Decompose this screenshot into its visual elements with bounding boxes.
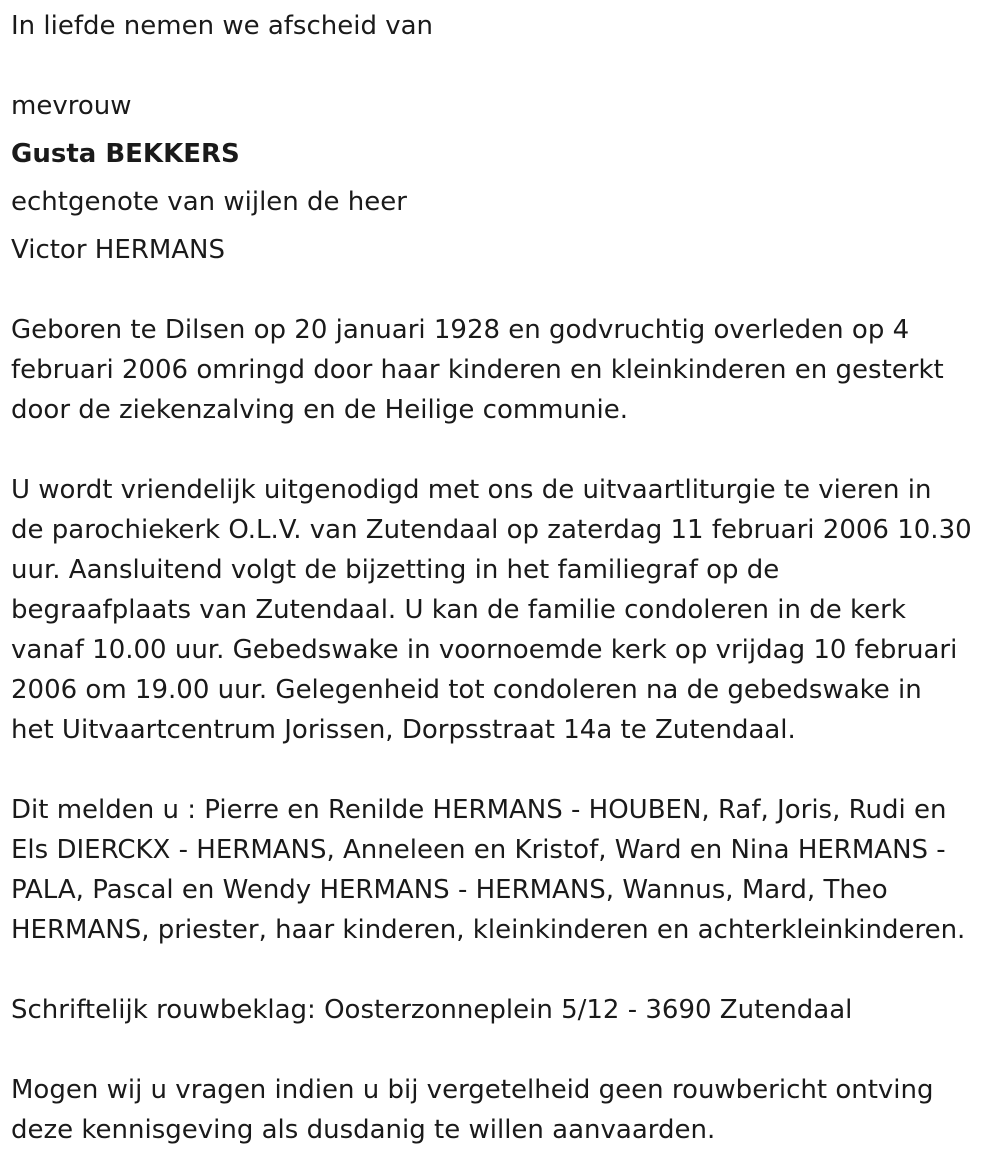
- closing-paragraph: [11, 1070, 996, 1150]
- paragraph-line: deze kennisgeving als dusdanig te willen aanvaarden.: [11, 1115, 716, 1145]
- paragraph-line: februari 2006 omringd door haar kinderen en kleinkinderen en gesterkt: [11, 355, 944, 385]
- paragraph-line: vanaf 10.00 uur. Gebedswake in voornoemde kerk op vrijdag 10 februari: [11, 635, 958, 665]
- paragraph-line: het Uitvaartcentrum Jorissen, Dorpsstraat 14a te Zutendaal.: [11, 715, 796, 745]
- spacer: [11, 1030, 996, 1070]
- paragraph-line: begraafplaats van Zutendaal. U kan de familie condoleren in de kerk: [11, 595, 906, 625]
- birth-death-paragraph: [11, 310, 996, 430]
- paragraph-line: Mogen wij u vragen indien u bij vergetelheid geen rouwbericht ontving: [11, 1075, 934, 1105]
- spacer: [11, 950, 996, 990]
- paragraph-line: Dit melden u : Pierre en Renilde HERMANS - HOUBEN, Raf, Joris, Rudi en: [11, 795, 947, 825]
- funeral-paragraph: [11, 470, 996, 750]
- paragraph-line: de parochiekerk O.L.V. van Zutendaal op zaterdag 11 februari 2006 10.30: [11, 515, 972, 545]
- spouse-name: Victor HERMANS: [11, 235, 226, 265]
- spacer: [11, 750, 996, 790]
- spacer: [11, 270, 996, 310]
- paragraph-line: PALA, Pascal en Wendy HERMANS - HERMANS, Wannus, Mard, Theo: [11, 875, 888, 905]
- paragraph-line: 2006 om 19.00 uur. Gelegenheid tot condoleren na de gebedswake in: [11, 675, 922, 705]
- spacer: [11, 46, 996, 86]
- intro-line: In liefde nemen we afscheid van: [11, 11, 434, 41]
- deceased-name: Gusta BEKKERS: [11, 139, 240, 169]
- paragraph-line: door de ziekenzalving en de Heilige communie.: [11, 395, 628, 425]
- paragraph-line: HERMANS, priester, haar kinderen, kleinkinderen en achterkleinkinderen.: [11, 915, 966, 945]
- relation-line: echtgenote van wijlen de heer: [11, 187, 407, 217]
- paragraph-line: Geboren te Dilsen op 20 januari 1928 en godvruchtig overleden op 4: [11, 315, 910, 345]
- title-prefix: mevrouw: [11, 91, 132, 121]
- family-paragraph: [11, 790, 996, 950]
- paragraph-line: U wordt vriendelijk uitgenodigd met ons de uitvaartliturgie te vieren in: [11, 475, 932, 505]
- condolence-address: Schriftelijk rouwbeklag: Oosterzonneplein 5/12 - 3690 Zutendaal: [11, 995, 853, 1025]
- paragraph-line: uur. Aansluitend volgt de bijzetting in het familiegraf op de: [11, 555, 780, 585]
- spacer: [11, 430, 996, 470]
- death-notice: [11, 6, 996, 1150]
- paragraph-line: Els DIERCKX - HERMANS, Anneleen en Kristof, Ward en Nina HERMANS -: [11, 835, 946, 865]
